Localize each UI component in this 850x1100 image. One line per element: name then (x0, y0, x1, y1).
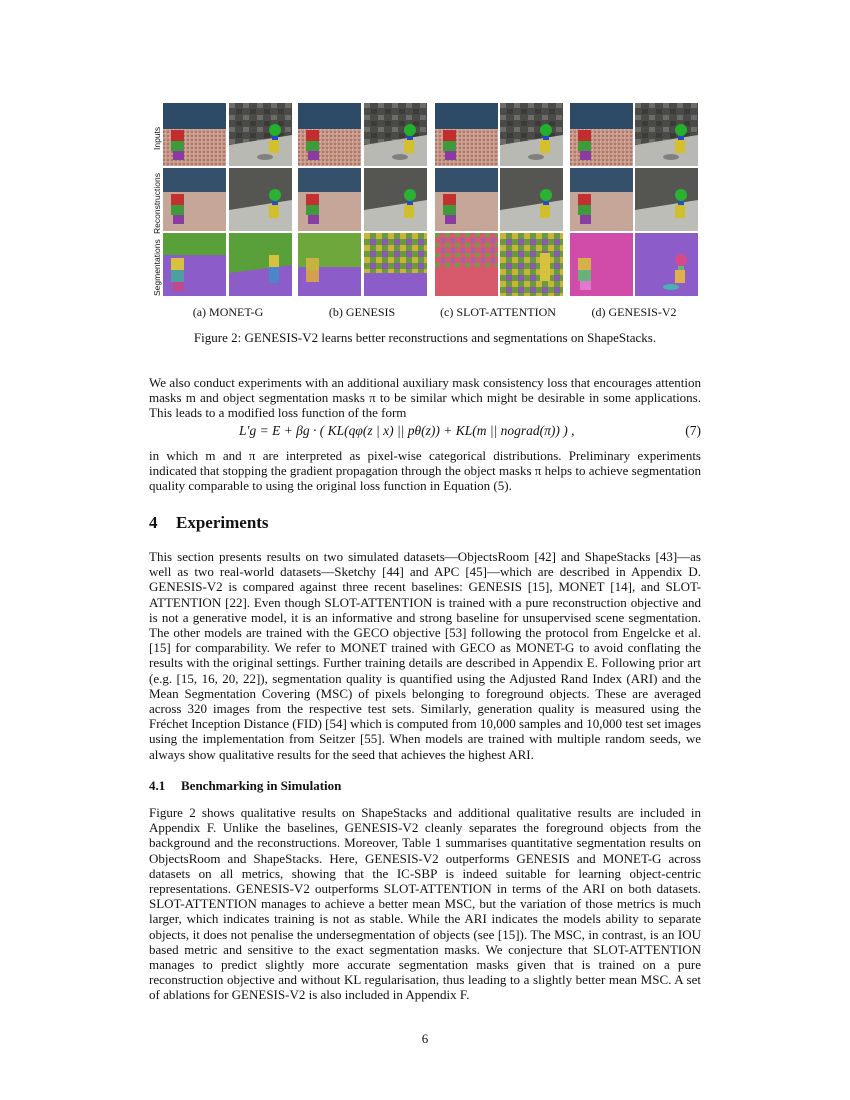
tile-b-recon-2 (364, 168, 427, 231)
equation-7 (149, 423, 701, 443)
subsection-heading: 4.1 Benchmarking in Simulation (149, 778, 342, 793)
tile-c-seg-1 (435, 233, 498, 296)
paragraph-interpretation: in which m and π are interpreted as pixel-wise categorical distributions. Preliminary experiments indicated that stopping the gradient propagation through the object masks π helps to achieve segmentation quality comparable to using the original loss function in Equation (5). (149, 448, 701, 494)
row-label-segmentations: Segmentations (152, 239, 162, 296)
row-label-reconstructions: Reconstructions (152, 173, 162, 234)
tile-c-seg-2 (500, 233, 563, 296)
tile-a-seg-2 (229, 233, 292, 296)
equation-number: (7) (685, 423, 701, 438)
tile-a-input-1 (163, 103, 226, 166)
tile-c-input-2 (500, 103, 563, 166)
sublabel-d: (d) GENESIS-V2 (591, 305, 677, 319)
tile-c-recon-1 (435, 168, 498, 231)
tile-d-input-1 (570, 103, 633, 166)
tile-d-input-2 (635, 103, 698, 166)
paragraph-mask-consistency: We also conduct experiments with an additional auxiliary mask consistency loss that encourages attention masks m and object segmentation masks π to be similar which might be desirable in some applications. This leads to a modified loss function of the form (149, 375, 701, 421)
section-heading: 4 Experiments (149, 513, 269, 532)
tile-b-input-2 (364, 103, 427, 166)
tile-a-recon-1 (163, 168, 226, 231)
tile-d-recon-1 (570, 168, 633, 231)
tile-d-recon-2 (635, 168, 698, 231)
paragraph-benchmarking: Figure 2 shows qualitative results on ShapeStacks and additional qualitative results are included in Appendix F. Unlike the baselines, GENESIS-V2 cleanly separates the foreground objects from the background and the reconstructions. Moreover, Table 1 summarises quantitative segmentation results on ObjectsRoom and ShapeStacks. Here, GENESIS-V2 outperforms GENESIS and MONET-G across datasets on all metrics, showing that the IC-SBP is indeed suitable for learning object-centric representations. GENESIS-V2 outperforms SLOT-ATTENTION in terms of the ARI on both datasets. SLOT-ATTENTION manages to achieve a better mean MSC, but the variation of those metrics is much larger, which indicates training is not as stable. While the ARI indicates the models ability to separate objects, it does not penalise the undersegmentation of objects (see [15]). The MSC, in contrast, is an IOU based metric and sensitive to the exact segmentation masks. We conjecture that SLOT-ATTENTION manages to predict slightly more accurate segmentation masks given that is trained on a pure reconstruction objective and without KL regularisation, thus leading to a slightly better mean MSC. A set of ablations for GENESIS-V2 is also included in Appendix F. (149, 805, 702, 1003)
sublabel-a: (a) MONET-G (192, 305, 264, 319)
tile-d-seg-1 (570, 233, 633, 296)
row-label-inputs: Inputs (152, 126, 162, 150)
tile-d-seg-2 (635, 233, 698, 296)
tile-b-seg-2 (364, 233, 427, 296)
paragraph-experiments: This section presents results on two simulated datasets—ObjectsRoom [42] and ShapeStacks [43]—as well as two real-world datasets—Sketchy [44] and APC [45]—which are described in Appendix D. GENESIS-V2 is compared against three recent baselines: GENESIS [15], MONET [14], and SLOT-ATTENTION [22]. Even though SLOT-ATTENTION is trained with a pure reconstruction objective and is not a generative model, it is an informative and strong baseline for unsupervised scene segmentation. The other models are trained with the GECO objective [53] following the protocol from Engelcke et al. [15] for comparability. We refer to MONET trained with GECO as MONET-G to avoid conflating the results with the original settings. Further training details are described in Appendix E. Following prior art (e.g. [15, 16, 20, 22]), segmentation quality is quantified using the Adjusted Rand Index (ARI) and the Mean Segmentation Covering (MSC) of pixels belonging to foreground objects. These are averaged across 320 images from the respective test sets. Similarly, generation quality is measured using the Fréchet Inception Distance (FID) [54] which is computed from 10,000 samples and 10,000 test set images using the implementation from Seitzer [55]. When models are trained with multiple random seeds, we always show qualitative results for the seed that achieves the highest ARI. (149, 549, 702, 762)
figure-caption: Figure 2: GENESIS-V2 learns better reconstructions and segmentations on ShapeStacks. (193, 330, 657, 345)
sublabel-b: (b) GENESIS (328, 305, 396, 319)
tile-b-seg-1 (298, 233, 361, 296)
tile-a-input-2 (229, 103, 292, 166)
tile-a-recon-2 (229, 168, 292, 231)
tile-a-seg-1 (163, 233, 226, 296)
tile-c-input-1 (435, 103, 498, 166)
equation-body: L′g = E + βg · ( KL(qφ(z | x) || pθ(z)) + KL(m || nograd(π)) ) , (239, 423, 575, 438)
tile-b-input-1 (298, 103, 361, 166)
sublabel-c: (c) SLOT-ATTENTION (440, 305, 556, 319)
tile-c-recon-2 (500, 168, 563, 231)
tile-b-recon-1 (298, 168, 361, 231)
page-number: 6 (421, 1031, 429, 1046)
